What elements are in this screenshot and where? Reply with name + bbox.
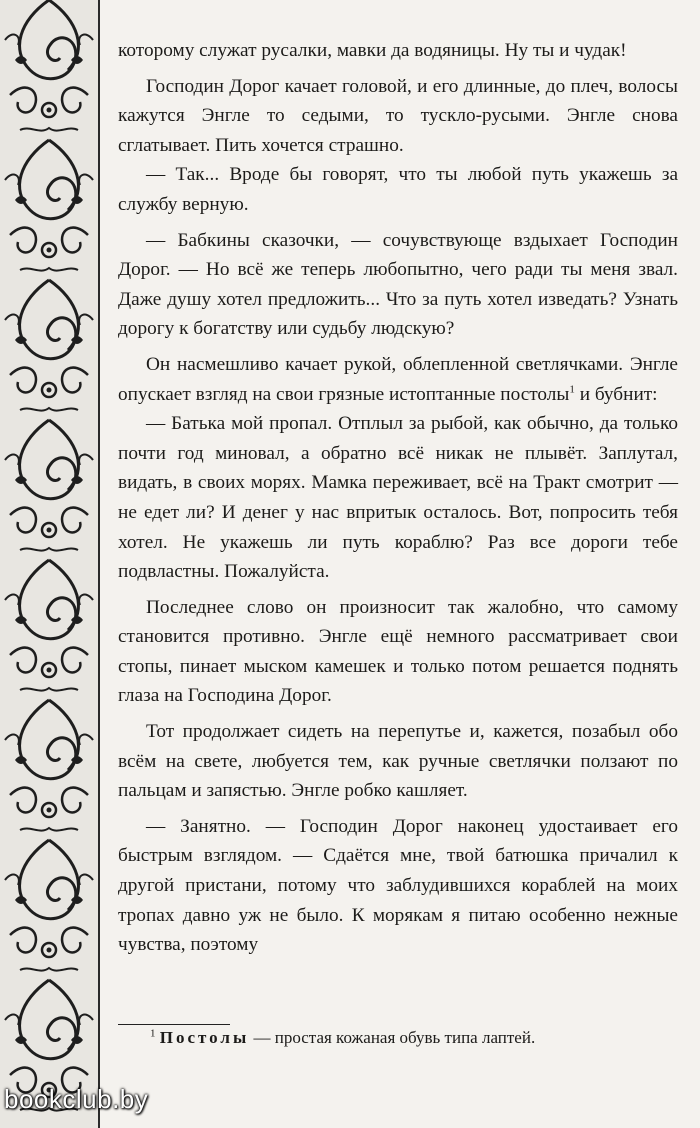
paragraph: — Батька мой пропал. Отплыл за рыбой, как обычно, да только почти год миновал, а обратно всё никак не плывёт. Заплутал, видать, в своих морях. Мамка переживает, всё на Тракт смотрит — не едет ли? И денег у нас впритык осталось. Вот, попросить тебя хотел. Не укажешь ли путь кораблю? Раз все дороги тебе подвластны. Пожалуйста. [118,413,678,583]
paragraph: Последнее слово он произносит так жалобно, что самому становится противно. Энгле ещё немного рассматривает свои стопы, пинает мыском камешек и только потом решается поднять глаза на Господина Дорог. [118,596,678,707]
paragraph: Тот продолжает сидеть на перепутье и, кажется, позабыл обо всём на свете, любуется тем, как ручные светлячки ползают по пальцам и запястью. Энгле робко кашляет. [118,721,678,802]
footnote-divider [118,1024,230,1025]
paragraph [118,350,678,409]
paragraph: — Бабкины сказочки, — сочувствующе вздыхает Господин Дорог. — Но всё же теперь любопытно, чего ради ты меня звал. Даже душу хотел предложить... Что за путь хотел изведать? Узнать дорогу к богатству или судьбу людскую? [118,229,678,340]
book-page-text [118,36,678,960]
paragraph: — Занятно. — Господин Дорог наконец удостаивает его быстрым взглядом. — Сдаётся мне, твой батюшка причалил к другой пристани, потому что заблудившихся кораблей на моих тропах давно уж не было. К морякам я питаю особенно нежные чувства, поэтому [118,815,678,956]
paragraph: которому служат русалки, мавки да водяницы. Ну ты и чудак! [118,40,627,61]
footnote-ref: 1 [569,383,575,396]
decorative-border [0,0,100,1128]
paragraph-text: Он насмешливо качает рукой, облепленной светлячками. Энгле опускает взгляд на свои грязные истоптанные постолы [118,353,678,405]
footnote-term: Постолы [159,1028,250,1047]
footnote [150,1026,670,1050]
footnote-number: 1 [150,1027,156,1040]
ornament-pattern-icon [0,0,98,1128]
watermark: bookclub.by [4,1084,149,1114]
paragraph: Господин Дорог качает головой, и его длинные, до плеч, волосы кажутся Энгле то седыми, то тускло-русыми. Энгле снова сглатывает. Пить хочется страшно. [118,75,678,156]
paragraph-text: и бубнит: [574,383,658,405]
footnote-definition: — простая кожаная обувь типа лаптей. [249,1028,536,1047]
paragraph: — Так... Вроде бы говорят, что ты любой путь укажешь за службу верную. [118,164,678,215]
